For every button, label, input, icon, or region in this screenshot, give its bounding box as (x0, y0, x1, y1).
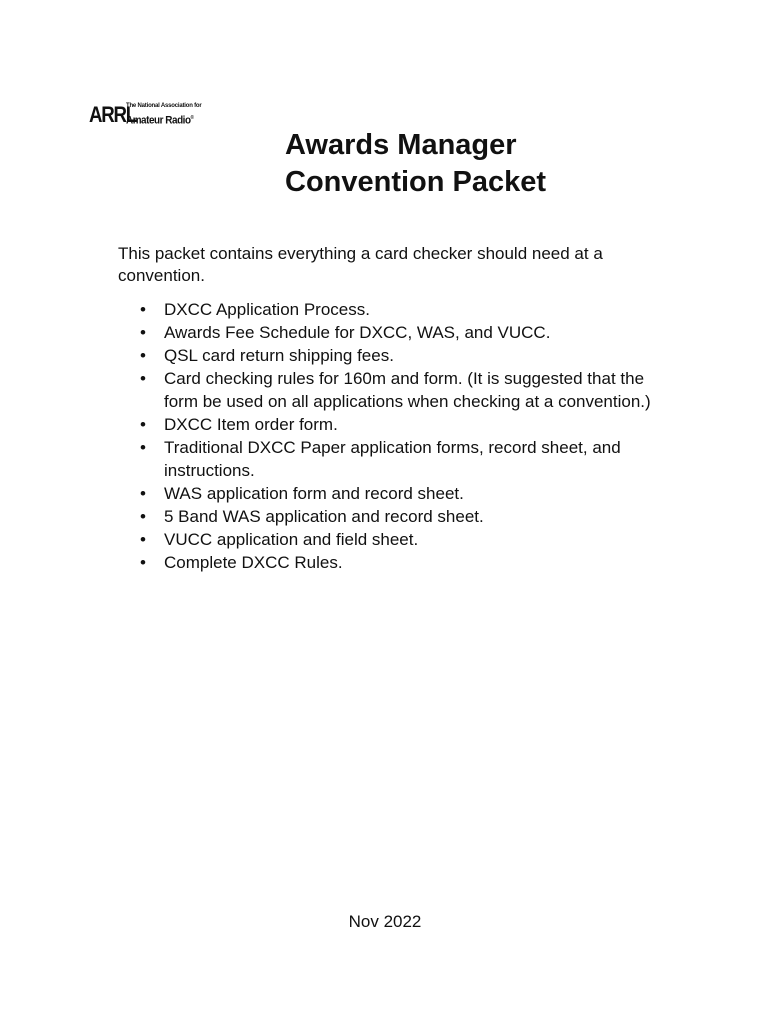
logo-tagline-text: Amateur Radio (126, 114, 191, 127)
list-item-text: DXCC Item order form. (164, 415, 338, 434)
bullet-icon: • (140, 323, 146, 342)
page-title (285, 127, 546, 201)
logo-tagline-bottom (126, 112, 193, 128)
bullet-icon: • (140, 369, 146, 388)
list-item-text: 5 Band WAS application and record sheet. (164, 507, 484, 526)
bullet-icon: • (140, 507, 146, 526)
list-item (118, 551, 658, 574)
bullet-icon: • (140, 438, 146, 457)
footer-date: Nov 2022 (348, 912, 422, 931)
list-item (118, 413, 658, 436)
intro-paragraph: This packet contains everything a card checker should need at a convention. (118, 244, 603, 285)
list-item (118, 482, 658, 505)
list-item-text: Complete DXCC Rules. (164, 553, 343, 572)
logo-tagline-top: The National Association for (126, 103, 202, 109)
bullet-icon: • (140, 346, 146, 365)
list-item-text: Card checking rules for 160m and form. (It is suggested that the form be used on all applications when checking at a convention.) (164, 369, 651, 411)
list-item (118, 436, 658, 482)
list-item-text: DXCC Application Process. (164, 300, 370, 319)
list-item (118, 298, 658, 321)
bullet-icon: • (140, 553, 146, 572)
list-item (118, 367, 658, 413)
list-item (118, 344, 658, 367)
list-item (118, 528, 658, 551)
contents-list (118, 298, 658, 574)
logo-mark: ARRL (89, 102, 136, 127)
bullet-icon: • (140, 530, 146, 549)
title-line-1: Awards Manager (285, 129, 517, 161)
list-item-text: QSL card return shipping fees. (164, 346, 394, 365)
list-item-text: Traditional DXCC Paper application forms, record sheet, and instructions. (164, 438, 621, 480)
registered-mark: ® (190, 115, 194, 121)
arrl-logo (89, 101, 202, 131)
list-item-text: VUCC application and field sheet. (164, 530, 419, 549)
list-item-text: WAS application form and record sheet. (164, 484, 464, 503)
list-item-text: Awards Fee Schedule for DXCC, WAS, and VUCC. (164, 323, 551, 342)
bullet-icon: • (140, 484, 146, 503)
title-line-2: Convention Packet (285, 166, 547, 198)
bullet-icon: • (140, 415, 146, 434)
bullet-icon: • (140, 300, 146, 319)
list-item (118, 505, 658, 528)
list-item (118, 321, 658, 344)
